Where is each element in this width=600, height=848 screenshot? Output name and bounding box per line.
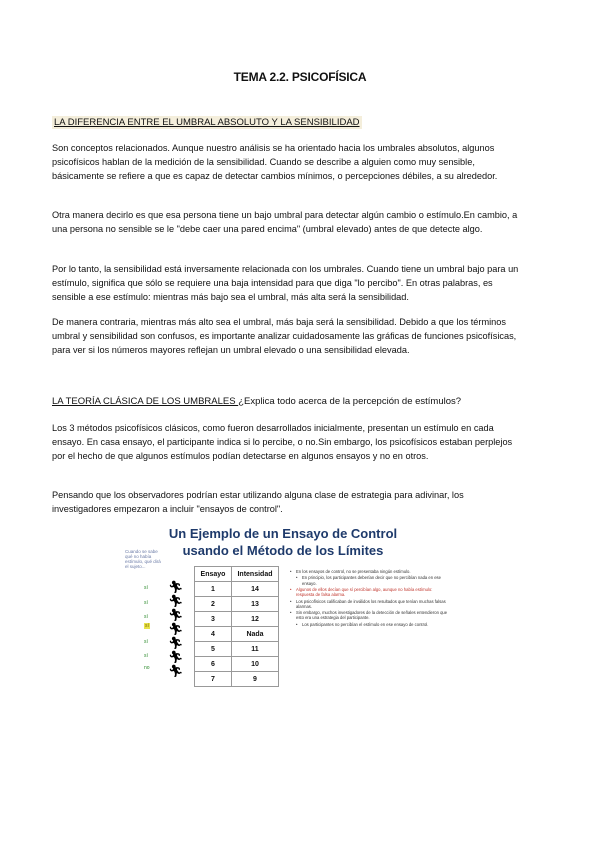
cell-intensidad: 11 xyxy=(232,642,279,657)
bullet-item: • En los ensayos de control, no se presentaba ningún estímulo. xyxy=(290,569,450,574)
table-row xyxy=(195,582,279,597)
cell-intensidad: Nada xyxy=(232,627,279,642)
participant-figure-icon: 🏃︎ xyxy=(168,608,184,622)
cell-ensayo: 4 xyxy=(195,627,232,642)
bullet-item-highlight: • Algunos de ellos decían que sí percibían algo, aunque no había estímulo: respuesta de falsa alarma. xyxy=(290,587,450,597)
paragraph-3: Por lo tanto, la sensibilidad está inversamente relacionada con los umbrales. Cuando tiene un umbral bajo para un estímulo, significa que sólo se requiere una baja intensidad para que diga "lo percibo". En otras palabras, es sensible a ese estímulo: mientras más bajo sea el umbral, más alta será la sensibilidad. xyxy=(52,264,519,302)
bullet-subitem: • En principio, los participantes deberían decir que no percibían nada en ese ensayo. xyxy=(290,575,450,585)
paragraph-5: Los 3 métodos psicofísicos clásicos, como fueron desarrollados inicialmente, presentan un estímulo en cada ensayo. En casa ensayo, el participante indica si lo percibe, o no.Sin embargo, los psicofísicos estaban perplejos por el hecho de que algunos estímulos podían detectarse en algunos ensayos y no en otros. xyxy=(52,423,513,461)
cell-ensayo: 1 xyxy=(195,582,232,597)
table-row xyxy=(195,672,279,687)
table-row xyxy=(195,657,279,672)
cell-intensidad: 10 xyxy=(232,657,279,672)
participant-figure-icon: 🏃︎ xyxy=(168,580,184,594)
header-intensidad: Intensidad xyxy=(232,567,279,582)
cell-intensidad: 9 xyxy=(232,672,279,687)
cell-intensidad: 12 xyxy=(232,612,279,627)
paragraph-2: Otra manera decirlo es que esa persona tiene un bajo umbral para detectar algún cambio o estímulo.En cambio, a una persona no sensible se le "debe caer una pared encima" (umbral elevado) antes de que detecte algo. xyxy=(52,210,518,234)
slide-title-line2: usando el Método de los Límites xyxy=(182,543,384,558)
participant-figure-icon: 🏃︎ xyxy=(168,650,184,664)
section2-title: LA TEORÍA CLÁSICA DE LOS UMBRALES xyxy=(52,396,239,407)
section1-heading: LA DIFERENCIA ENTRE EL UMBRAL ABSOLUTO Y LA SENSIBILIDAD xyxy=(54,117,360,128)
bullet-subitem: • Los participantes no percibían el estímulo en ese ensayo de control. xyxy=(290,622,450,627)
paragraph-1: Son conceptos relacionados. Aunque nuestro análisis se ha orientado hacia los umbrales absolutos, algunos psicofísicos hablan de la medición de la sensibilidad. Cuando se describe a alguien como muy sensible, básicamente se refiere a que es capaz de detectar cambios mínimos, o percepciones débiles, a su alrededor. xyxy=(52,143,498,181)
cell-intensidad: 14 xyxy=(232,582,279,597)
cell-intensidad: 13 xyxy=(232,597,279,612)
control-trial-slide xyxy=(118,525,478,685)
slide-title xyxy=(118,525,448,559)
cell-ensayo: 7 xyxy=(195,672,232,687)
paragraph-6: Pensando que los observadores podrían estar utilizando alguna clase de estrategia para adivinar, los investigadores empezaron a incluir "ensayos de control". xyxy=(52,490,464,514)
cell-ensayo: 3 xyxy=(195,612,232,627)
trial-table xyxy=(194,566,279,687)
participant-figure-icon: 🏃︎ xyxy=(168,664,184,678)
response-mark-6: sí xyxy=(144,653,148,659)
participant-figure-icon: 🏃︎ xyxy=(168,636,184,650)
participant-figure-icon: 🏃︎ xyxy=(168,622,184,636)
participant-figure-icon: 🏃︎ xyxy=(168,594,184,608)
cell-ensayo: 2 xyxy=(195,597,232,612)
response-mark-5: sí xyxy=(144,639,148,645)
response-mark-7: no xyxy=(144,665,150,671)
response-mark-2: sí xyxy=(144,600,148,606)
section2-heading xyxy=(52,396,461,407)
table-row xyxy=(195,612,279,627)
slide-side-label: Cuando se sabe qué no había estímulo, qué dirá el sujeto... xyxy=(125,549,161,569)
slide-title-line1: Un Ejemplo de un Ensayo de Control xyxy=(168,526,398,541)
cell-ensayo: 6 xyxy=(195,657,232,672)
paragraph-4: De manera contraria, mientras más alto sea el umbral, más baja será la sensibilidad. Debido a que los términos umbral y sensibilidad son confusos, es importante analizar cuidadosamente las gráficas de funciones psicofísicas, para ver si los números mayores reflejan un umbral elevado o una sensibilidad elevada. xyxy=(52,317,517,355)
table-row xyxy=(195,642,279,657)
table-row xyxy=(195,627,279,642)
response-mark-3: sí xyxy=(144,614,148,620)
doc-title: TEMA 2.2. PSICOFÍSICA xyxy=(233,70,367,84)
header-ensayo: Ensayo xyxy=(195,567,232,582)
cell-ensayo: 5 xyxy=(195,642,232,657)
response-mark-4: sí xyxy=(145,623,149,629)
table-row xyxy=(195,597,279,612)
section2-question: ¿Explica todo acerca de la percepción de estímulos? xyxy=(238,396,462,407)
response-mark-1: sí xyxy=(144,585,148,591)
slide-bullets xyxy=(290,569,450,628)
bullet-item: • Los psicofísicos calificaban de inválidos los resultados que tenían muchas falsas alarmas. xyxy=(290,599,450,609)
bullet-item: • Sin embargo, muchos investigadores de la detección de señales entendieron que esto era una estrategia del participante. xyxy=(290,610,450,620)
trial-table-header xyxy=(195,567,279,582)
